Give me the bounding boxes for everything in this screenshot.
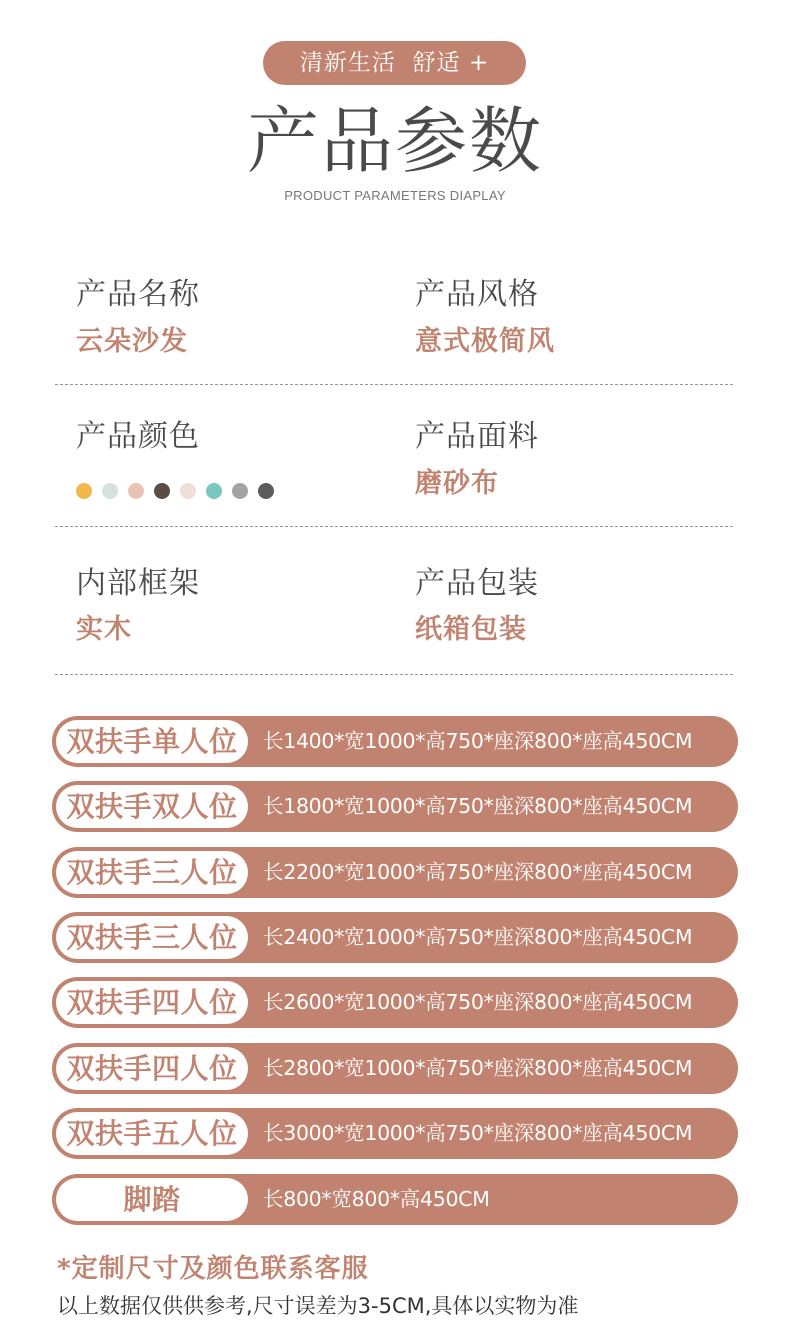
spec-row [52,1108,738,1159]
spec-dimensions: 长2200*宽1000*高750*座深800*座高450CM [263,860,693,884]
page-title: 产品参数 [246,99,543,183]
custom-note-title: *定制尺寸及颜色联系客服 [57,1254,369,1284]
spec-name: 双扶手双人位 [56,785,248,828]
product-fabric-value: 磨砂布 [415,468,499,499]
product-style-value: 意式极简风 [415,326,555,357]
spec-row [52,912,738,963]
disclaimer-text: 以上数据仅供供参考,尺寸误差为3-5CM,具体以实物为准 [57,1294,579,1318]
spec-name: 双扶手三人位 [56,851,248,894]
color-swatch [102,483,118,499]
spec-row [52,847,738,898]
spec-name: 双扶手四人位 [56,1047,248,1090]
spec-row [52,716,738,767]
product-name-label: 产品名称 [76,277,200,312]
color-swatch [128,483,144,499]
product-frame-value: 实木 [76,614,132,645]
spec-row [52,1174,738,1225]
product-name-value: 云朵沙发 [76,326,188,357]
divider [55,526,733,527]
header-badge: 清新生活 舒适 + [263,41,526,85]
spec-dimensions: 长2800*宽1000*高750*座深800*座高450CM [263,1056,693,1080]
product-package-value: 纸箱包装 [415,614,527,645]
spec-name: 脚踏 [56,1178,248,1221]
divider [55,384,733,385]
color-swatch [232,483,248,499]
spec-dimensions: 长1800*宽1000*高750*座深800*座高450CM [263,794,693,818]
product-style-label: 产品风格 [415,277,539,312]
product-frame-label: 内部框架 [76,566,200,601]
product-color-label: 产品颜色 [76,419,200,454]
product-fabric-label: 产品面料 [415,419,539,454]
spec-dimensions: 长3000*宽1000*高750*座深800*座高450CM [263,1121,693,1145]
spec-row [52,781,738,832]
spec-dimensions: 长2400*宽1000*高750*座深800*座高450CM [263,925,693,949]
color-swatches [76,483,274,499]
spec-dimensions: 长800*宽800*高450CM [263,1187,490,1211]
spec-dimensions: 长1400*宽1000*高750*座深800*座高450CM [263,729,693,753]
spec-name: 双扶手三人位 [56,916,248,959]
spec-name: 双扶手单人位 [56,720,248,763]
spec-row [52,1043,738,1094]
spec-name: 双扶手五人位 [56,1112,248,1155]
product-package-label: 产品包装 [415,566,539,601]
color-swatch [76,483,92,499]
color-swatch [206,483,222,499]
spec-row [52,977,738,1028]
spec-dimensions: 长2600*宽1000*高750*座深800*座高450CM [263,990,693,1014]
spec-name: 双扶手四人位 [56,981,248,1024]
divider [55,674,733,675]
color-swatch [180,483,196,499]
color-swatch [154,483,170,499]
color-swatch [258,483,274,499]
page-subtitle: PRODUCT PARAMETERS DIAPLAY [284,188,506,203]
